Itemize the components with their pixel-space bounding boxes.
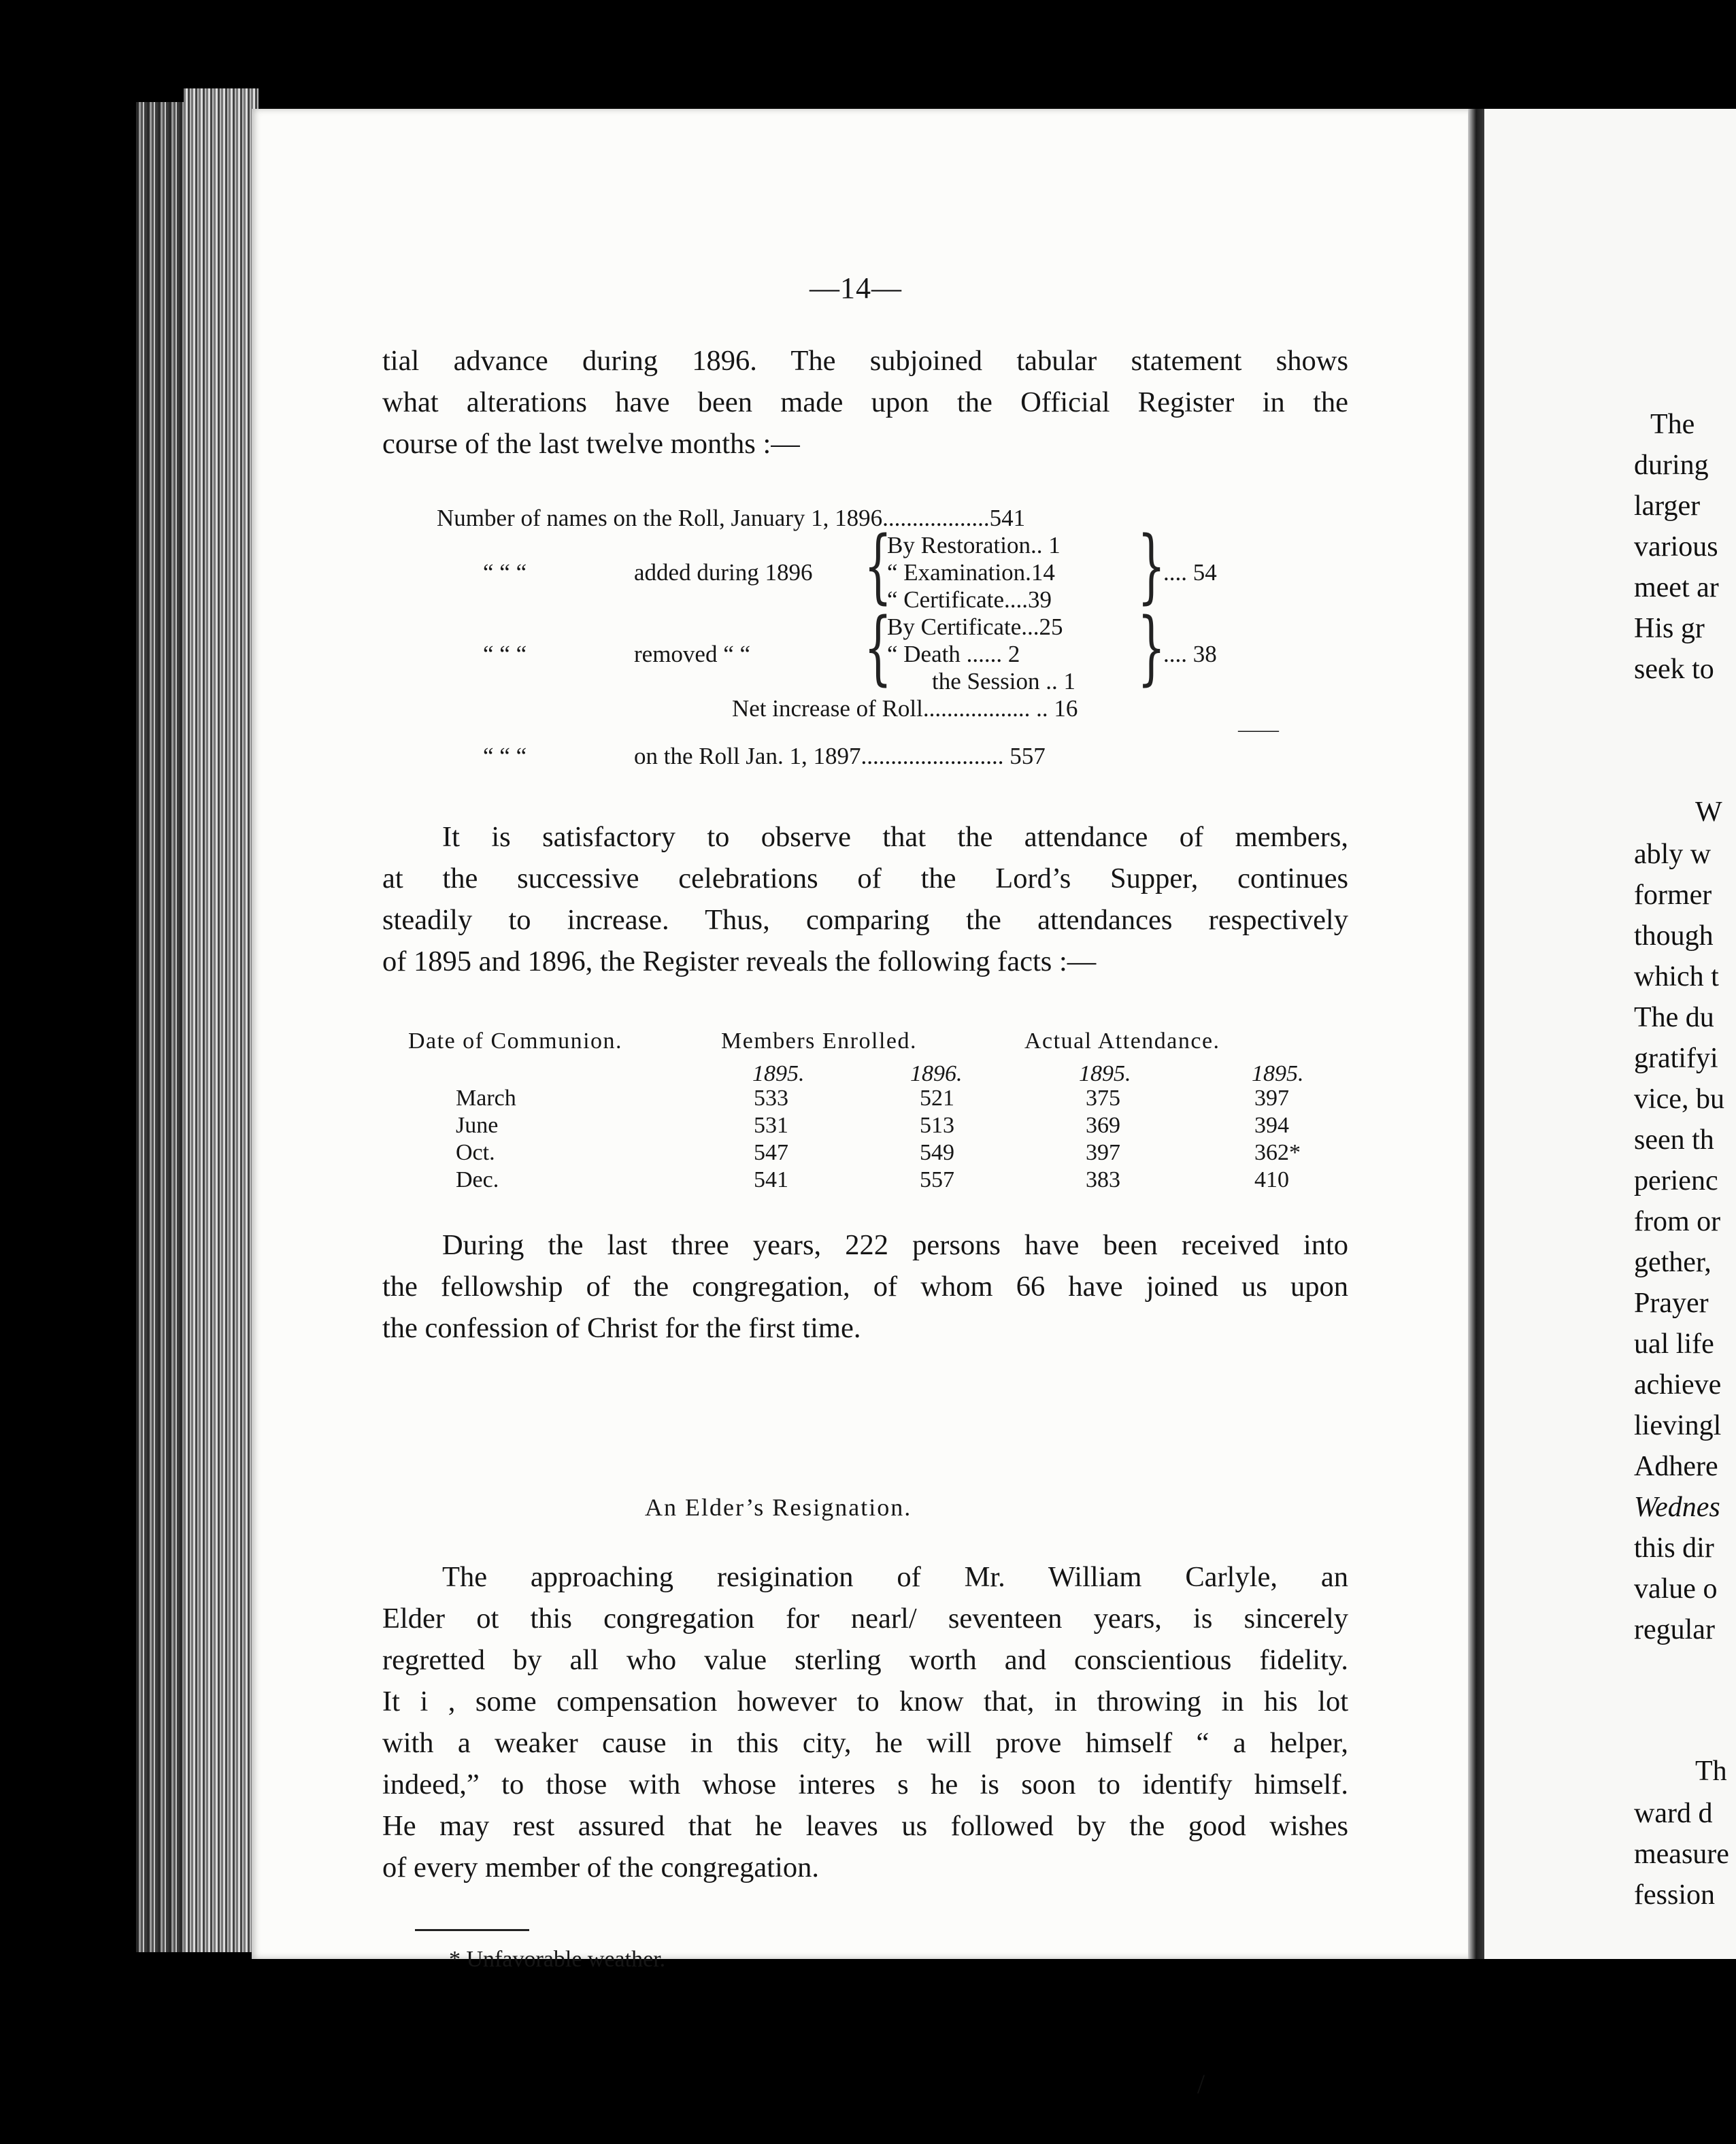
right-page-fragment: ual life bbox=[1634, 1328, 1714, 1360]
right-page-fragment: Adhere bbox=[1634, 1451, 1718, 1482]
left-brace-icon: { bbox=[864, 600, 892, 694]
right-page-fragment: perienc bbox=[1634, 1165, 1718, 1196]
text-line: what alterations have been made upon the Official Register in the bbox=[382, 386, 1348, 418]
text-line: the fellowship of the congregation, of whom 66 have joined us upon bbox=[382, 1271, 1348, 1303]
text-line: the confession of Christ for the first time. bbox=[382, 1312, 861, 1344]
right-page-fragment: which t bbox=[1634, 961, 1719, 992]
ditto-marks: “ “ “ bbox=[483, 559, 527, 586]
text-line: It i , some compensation however to know that, in throwing in his lot bbox=[382, 1686, 1348, 1718]
text-line: regretted by all who value sterling worth and conscientious fidelity. bbox=[382, 1644, 1348, 1676]
book-page-left bbox=[252, 109, 1476, 1972]
year-label: 1895. bbox=[1079, 1061, 1131, 1086]
right-page-fragment: though bbox=[1634, 920, 1714, 952]
right-page-fragment: measure bbox=[1634, 1839, 1729, 1870]
ditto-marks: “ “ “ bbox=[483, 743, 527, 769]
table-cell: 531 bbox=[754, 1113, 788, 1138]
page-number: —14— bbox=[809, 271, 902, 305]
right-page-fragment: lievingl bbox=[1634, 1410, 1722, 1441]
text-line: steadily to increase. Thus, comparing the attendances respectively bbox=[382, 904, 1348, 936]
added-label: added during 1896 bbox=[634, 559, 813, 586]
table-cell: 521 bbox=[920, 1086, 954, 1111]
removed-total: .... 38 bbox=[1163, 641, 1217, 667]
table-cell: 513 bbox=[920, 1113, 954, 1138]
footnote-rule bbox=[415, 1929, 529, 1931]
text-line: It is satisfactory to observe that the attendance of members, bbox=[442, 821, 1348, 853]
table-cell: 410 bbox=[1254, 1167, 1289, 1192]
column-header: Actual Attendance. bbox=[1024, 1028, 1220, 1054]
year-label: 1895. bbox=[1252, 1061, 1304, 1086]
right-page-fragment: achieve bbox=[1634, 1369, 1722, 1401]
right-page-fragment: during bbox=[1634, 450, 1709, 481]
right-page-fragment: Prayer bbox=[1634, 1288, 1709, 1319]
table-cell: 557 bbox=[920, 1167, 954, 1192]
attendance-paragraph bbox=[382, 816, 1348, 982]
month-cell: March bbox=[456, 1086, 516, 1111]
right-page-fragment: ward d bbox=[1634, 1798, 1713, 1829]
column-header: Date of Communion. bbox=[408, 1028, 623, 1054]
right-page-fragment: gether, bbox=[1634, 1247, 1712, 1278]
text-line: tial advance during 1896. The subjoined tabular statement shows bbox=[382, 345, 1348, 377]
right-brace-icon: } bbox=[1137, 518, 1166, 612]
text-line: The approaching resigination of Mr. William Carlyle, an bbox=[442, 1561, 1348, 1593]
table-cell: 541 bbox=[754, 1167, 788, 1192]
book-gutter bbox=[1468, 109, 1484, 1959]
table-cell: 383 bbox=[1086, 1167, 1120, 1192]
table-cell: 549 bbox=[920, 1140, 954, 1165]
right-page-fragment: meet ar bbox=[1634, 572, 1719, 603]
text-line: of 1895 and 1896, the Register reveals the following facts :— bbox=[382, 945, 1097, 977]
right-page-fragment: value o bbox=[1634, 1573, 1718, 1605]
table-cell: 533 bbox=[754, 1086, 788, 1111]
right-page-fragment: from or bbox=[1634, 1206, 1721, 1237]
text-line: He may rest assured that he leaves us followed by the good wishes bbox=[382, 1810, 1348, 1842]
removed-label: removed “ “ bbox=[634, 641, 751, 667]
page-stack-edge-inner bbox=[184, 88, 258, 1952]
text-line: of every member of the congregation. bbox=[382, 1852, 819, 1883]
text-line: at the successive celebrations of the Lord’s Supper, continues bbox=[382, 862, 1348, 894]
removed-item: “ Death ...... 2 bbox=[887, 641, 1020, 667]
right-page-fragment: His gr bbox=[1634, 613, 1705, 644]
year-label: 1895. bbox=[752, 1061, 805, 1086]
table-cell: 397 bbox=[1086, 1140, 1120, 1165]
section-heading: An Elder’s Resignation. bbox=[645, 1494, 912, 1521]
table-cell: 362* bbox=[1254, 1140, 1301, 1165]
right-page-fragment: Th bbox=[1695, 1756, 1727, 1787]
on-roll-line: on the Roll Jan. 1, 1897........................ 557 bbox=[634, 743, 1046, 769]
removed-item: the Session .. 1 bbox=[932, 668, 1075, 694]
text-line: course of the last twelve months :— bbox=[382, 428, 800, 460]
right-page-fragment: this dir bbox=[1634, 1532, 1714, 1564]
month-cell: Oct. bbox=[456, 1140, 495, 1165]
resignation-paragraph bbox=[382, 1556, 1348, 1888]
month-cell: Dec. bbox=[456, 1167, 499, 1192]
right-page-fragment: fession bbox=[1634, 1879, 1715, 1911]
added-item: By Restoration.. 1 bbox=[887, 532, 1061, 558]
right-page-fragment: various bbox=[1634, 531, 1718, 563]
table-cell: 369 bbox=[1086, 1113, 1120, 1138]
footnote: * Unfavorable weather. bbox=[449, 1947, 666, 1972]
right-page-fragment: gratifyi bbox=[1634, 1043, 1718, 1074]
table-cell: 394 bbox=[1254, 1113, 1289, 1138]
right-page-fragment: Wednes bbox=[1634, 1492, 1720, 1523]
text-line: with a weaker cause in this city, he will prove himself “ a helper, bbox=[382, 1727, 1348, 1759]
removed-item: By Certificate...25 bbox=[887, 614, 1063, 640]
right-page-fragment: former bbox=[1634, 880, 1712, 911]
right-page-fragment: The bbox=[1650, 409, 1695, 440]
text-line: Elder ot this congregation for nearl/ seventeen years, is sincerely bbox=[382, 1603, 1348, 1635]
three-years-paragraph bbox=[382, 1224, 1348, 1349]
text-line: indeed,” to those with whose interes s he is soon to identify himself. bbox=[382, 1769, 1348, 1800]
table-cell: 397 bbox=[1254, 1086, 1289, 1111]
table-cell: 375 bbox=[1086, 1086, 1120, 1111]
added-item: “ Examination.14 bbox=[887, 559, 1055, 586]
table-cell: 547 bbox=[754, 1140, 788, 1165]
right-page-fragment: ably w bbox=[1634, 839, 1712, 870]
added-total: .... 54 bbox=[1163, 559, 1217, 586]
intro-paragraph bbox=[382, 340, 1348, 465]
right-brace-icon: } bbox=[1137, 600, 1166, 694]
right-page-fragment: seen th bbox=[1634, 1124, 1714, 1156]
month-cell: June bbox=[456, 1113, 499, 1138]
text-line: During the last three years, 222 persons have been received into bbox=[442, 1229, 1348, 1261]
added-item: “ Certificate....39 bbox=[887, 586, 1052, 613]
right-page-fragment: regular bbox=[1634, 1614, 1715, 1645]
left-brace-icon: { bbox=[864, 518, 892, 612]
column-header: Members Enrolled. bbox=[721, 1028, 917, 1054]
book-page-right bbox=[1484, 109, 1736, 1959]
scan-speck: / bbox=[1197, 2068, 1205, 2099]
right-page-fragment: larger bbox=[1634, 490, 1701, 522]
right-page-fragment: vice, bu bbox=[1634, 1084, 1724, 1115]
ditto-marks: “ “ “ bbox=[483, 641, 527, 667]
right-page-fragment: W bbox=[1695, 797, 1722, 828]
roll-number-line: Number of names on the Roll, January 1, 1896..................541 bbox=[437, 505, 1026, 531]
net-increase-line: Net increase of Roll.................. .. 16 bbox=[732, 695, 1078, 722]
right-page-fragment: seek to bbox=[1634, 654, 1714, 685]
sum-rule: —— bbox=[1238, 718, 1279, 741]
year-label: 1896. bbox=[910, 1061, 963, 1086]
right-page-fragment: The du bbox=[1634, 1002, 1714, 1033]
